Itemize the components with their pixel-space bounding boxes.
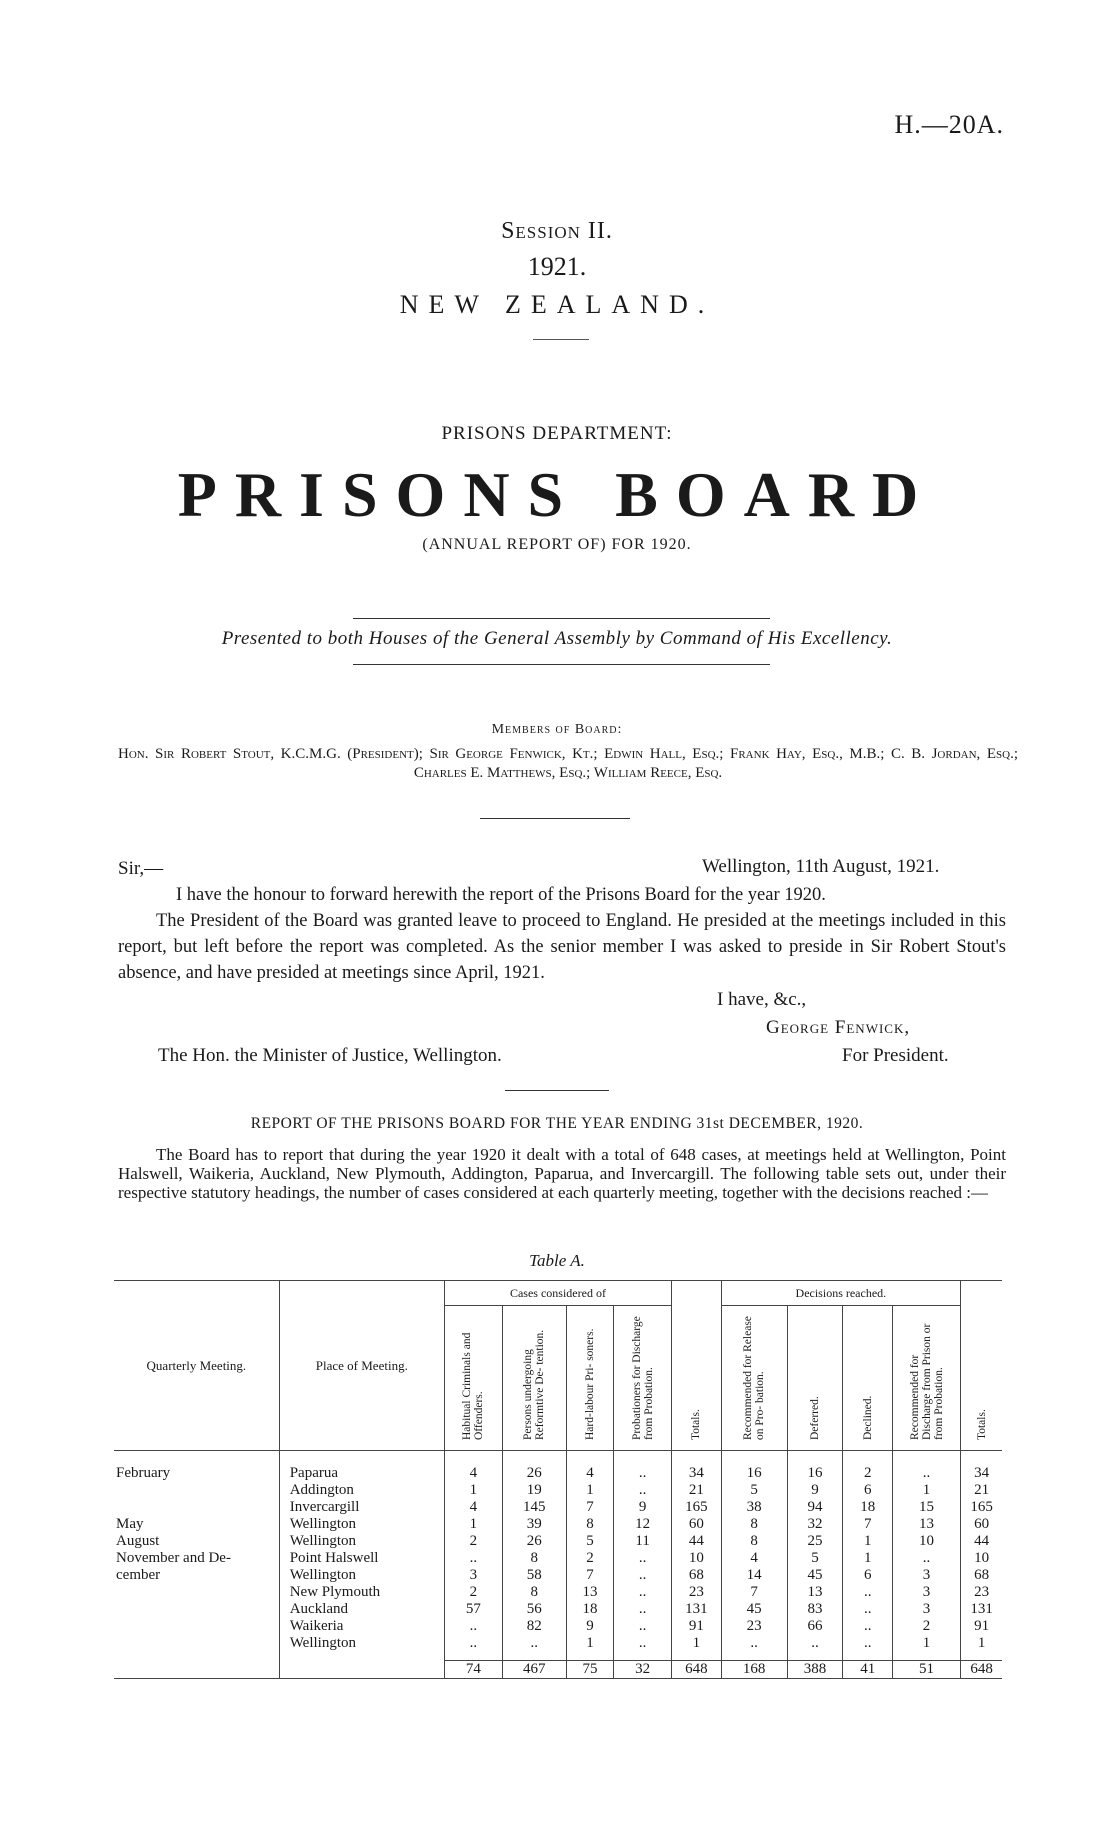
table-row <box>114 1516 1002 1533</box>
value-cell: 1 <box>566 1635 613 1652</box>
value-cell: 9 <box>614 1499 672 1516</box>
value-cell: .. <box>614 1635 672 1652</box>
value-cell: 8 <box>502 1550 566 1567</box>
total-cell: 467 <box>502 1661 566 1679</box>
value-cell: 5 <box>566 1533 613 1550</box>
total-cell: 74 <box>444 1661 502 1679</box>
value-cell: 45 <box>787 1567 843 1584</box>
presented-line: Presented to both Houses of the General Assembly by Command of His Excellency. <box>221 628 893 649</box>
value-cell: 4 <box>444 1451 502 1483</box>
column-header-place: Place of Meeting. <box>279 1281 444 1451</box>
value-cell: .. <box>614 1584 672 1601</box>
value-cell: 5 <box>721 1482 787 1499</box>
spacer-cell <box>672 1652 722 1661</box>
value-cell: 23 <box>672 1584 722 1601</box>
value-cell: 8 <box>721 1533 787 1550</box>
quarter-cell <box>114 1499 279 1516</box>
table-row <box>114 1482 1002 1499</box>
totals-row <box>114 1661 1002 1679</box>
members-list: Hon. Sir Robert Stout, K.C.M.G. (President); Sir George Fenwick, Kt.; Edwin Hall, Esq.; Frank Hay, Esq., M.B.; C. B. Jordan, Esq.; Charles E. Matthews, Esq.; William Reece, Esq. <box>118 746 1018 781</box>
value-cell: 1 <box>843 1533 893 1550</box>
table-header-group-row <box>114 1281 1002 1306</box>
spacer-row <box>114 1652 1002 1661</box>
place-cell: New Plymouth <box>279 1584 444 1601</box>
table-row <box>114 1567 1002 1584</box>
value-cell: .. <box>843 1584 893 1601</box>
letter-closing: I have, &c., <box>717 989 807 1010</box>
value-cell: 165 <box>672 1499 722 1516</box>
value-cell: 19 <box>502 1482 566 1499</box>
quarter-cell <box>114 1584 279 1601</box>
value-cell: 2 <box>843 1451 893 1483</box>
empty-cell <box>114 1661 279 1679</box>
value-cell: 16 <box>721 1451 787 1483</box>
value-cell: .. <box>614 1451 672 1483</box>
table-title: Table A. <box>529 1251 585 1270</box>
value-cell: 4 <box>566 1451 613 1483</box>
value-cell: 1 <box>961 1635 1002 1652</box>
letter-addressee: The Hon. the Minister of Justice, Wellington. <box>158 1045 502 1066</box>
quarter-cell <box>114 1482 279 1499</box>
place-cell: Wellington <box>279 1533 444 1550</box>
value-cell: 7 <box>566 1567 613 1584</box>
value-cell: 11 <box>614 1533 672 1550</box>
value-cell: .. <box>843 1601 893 1618</box>
value-cell: 7 <box>566 1499 613 1516</box>
divider <box>505 1090 609 1091</box>
country-label: NEW ZEALAND. <box>399 290 715 319</box>
column-header-discharge: Recommended for Discharge from Prison or from Probation. <box>892 1306 960 1451</box>
column-header-habitual: Habitual Criminals and Offenders. <box>444 1306 502 1451</box>
value-cell: 1 <box>843 1550 893 1567</box>
total-cell: 648 <box>961 1661 1002 1679</box>
value-cell: 8 <box>502 1584 566 1601</box>
value-cell: 3 <box>444 1567 502 1584</box>
table-body <box>114 1451 1002 1679</box>
spacer-cell <box>566 1652 613 1661</box>
value-cell: 13 <box>787 1584 843 1601</box>
letter-salutation: Sir,— <box>118 858 164 879</box>
value-cell: 1 <box>672 1635 722 1652</box>
place-cell: Wellington <box>279 1516 444 1533</box>
place-cell: Addington <box>279 1482 444 1499</box>
value-cell: 45 <box>721 1601 787 1618</box>
value-cell: 1 <box>566 1482 613 1499</box>
members-heading: Members of Board: <box>491 722 623 737</box>
value-cell: 91 <box>672 1618 722 1635</box>
value-cell: .. <box>787 1635 843 1652</box>
spacer-cell <box>279 1652 444 1661</box>
value-cell: 10 <box>672 1550 722 1567</box>
report-heading: REPORT OF THE PRISONS BOARD FOR THE YEAR ENDING 31st DECEMBER, 1920. <box>250 1115 864 1132</box>
value-cell: 94 <box>787 1499 843 1516</box>
spacer-cell <box>502 1652 566 1661</box>
quarter-cell <box>114 1618 279 1635</box>
spacer-cell <box>843 1652 893 1661</box>
column-header-decision-totals: Totals. <box>961 1281 1002 1451</box>
column-group-decisions: Decisions reached. <box>721 1281 961 1306</box>
total-cell: 168 <box>721 1661 787 1679</box>
value-cell: 68 <box>961 1567 1002 1584</box>
spacer-cell <box>961 1652 1002 1661</box>
value-cell: 44 <box>961 1533 1002 1550</box>
spacer-cell <box>444 1652 502 1661</box>
value-cell: .. <box>614 1618 672 1635</box>
place-cell: Wellington <box>279 1635 444 1652</box>
place-cell: Wellington <box>279 1567 444 1584</box>
value-cell: .. <box>614 1567 672 1584</box>
value-cell: 3 <box>892 1567 960 1584</box>
value-cell: 145 <box>502 1499 566 1516</box>
quarter-cell: August <box>116 1533 160 1549</box>
column-header-probationers: Probationers for Discharge from Probation. <box>614 1306 672 1451</box>
letter-paragraph: I have the honour to forward herewith the report of the Prisons Board for the year 1920. <box>176 885 826 905</box>
value-cell: 25 <box>787 1533 843 1550</box>
value-cell: 21 <box>961 1482 1002 1499</box>
spacer-cell <box>721 1652 787 1661</box>
divider <box>353 618 770 619</box>
spacer-cell <box>892 1652 960 1661</box>
value-cell: 60 <box>961 1516 1002 1533</box>
value-cell: 44 <box>672 1533 722 1550</box>
page-subtitle: (ANNUAL REPORT OF) FOR 1920. <box>422 536 692 553</box>
column-header-cases-totals: Totals. <box>672 1281 722 1451</box>
value-cell: .. <box>721 1635 787 1652</box>
value-cell: 2 <box>566 1550 613 1567</box>
value-cell: 1 <box>892 1635 960 1652</box>
quarter-cell <box>114 1601 279 1618</box>
page-title: PRISONS BOARD <box>177 459 937 530</box>
table-row <box>114 1533 1002 1550</box>
value-cell: 10 <box>961 1550 1002 1567</box>
letter-signature-role: For President. <box>842 1045 949 1066</box>
letter-dateline: Wellington, 11th August, 1921. <box>702 856 940 877</box>
value-cell: .. <box>614 1550 672 1567</box>
total-cell: 75 <box>566 1661 613 1679</box>
value-cell: 9 <box>787 1482 843 1499</box>
value-cell: 32 <box>787 1516 843 1533</box>
value-cell: .. <box>614 1601 672 1618</box>
place-cell: Auckland <box>279 1601 444 1618</box>
table-row <box>114 1618 1002 1635</box>
table-row <box>114 1601 1002 1618</box>
value-cell: 21 <box>672 1482 722 1499</box>
value-cell: 6 <box>843 1482 893 1499</box>
value-cell: .. <box>444 1635 502 1652</box>
spacer-cell <box>787 1652 843 1661</box>
value-cell: 7 <box>843 1516 893 1533</box>
value-cell: 10 <box>892 1533 960 1550</box>
value-cell: 38 <box>721 1499 787 1516</box>
value-cell: 3 <box>892 1584 960 1601</box>
value-cell: 9 <box>566 1618 613 1635</box>
value-cell: 5 <box>787 1550 843 1567</box>
quarter-cell: cember <box>116 1567 161 1583</box>
value-cell: 23 <box>961 1584 1002 1601</box>
value-cell: 56 <box>502 1601 566 1618</box>
value-cell: 26 <box>502 1451 566 1483</box>
table-row <box>114 1635 1002 1652</box>
value-cell: 66 <box>787 1618 843 1635</box>
value-cell: 18 <box>843 1499 893 1516</box>
value-cell: 34 <box>961 1451 1002 1483</box>
value-cell: 8 <box>721 1516 787 1533</box>
session-label: Session II. <box>501 218 613 244</box>
place-cell: Point Halswell <box>279 1550 444 1567</box>
place-cell: Paparua <box>279 1451 444 1483</box>
total-cell: 388 <box>787 1661 843 1679</box>
quarter-cell <box>114 1635 279 1652</box>
spacer-cell <box>614 1652 672 1661</box>
total-cell: 648 <box>672 1661 722 1679</box>
value-cell: 3 <box>892 1601 960 1618</box>
value-cell: 91 <box>961 1618 1002 1635</box>
empty-cell <box>279 1661 444 1679</box>
column-header-release-probation: Recommended for Release on Pro- bation. <box>721 1306 787 1451</box>
column-header-deferred: Deferred. <box>787 1306 843 1451</box>
divider <box>353 664 770 665</box>
total-cell: 32 <box>614 1661 672 1679</box>
value-cell: 1 <box>444 1482 502 1499</box>
value-cell: 13 <box>566 1584 613 1601</box>
value-cell: .. <box>614 1482 672 1499</box>
value-cell: 14 <box>721 1567 787 1584</box>
value-cell: 83 <box>787 1601 843 1618</box>
column-header-hard-labour: Hard-labour Pri- soners. <box>566 1306 613 1451</box>
report-paragraph: The Board has to report that during the year 1920 it dealt with a total of 648 cases, at meetings held at Wellington, Point Halswell, Waikeria, Auckland, New Plymouth, Addington, Paparua, and Invercargill. The following table sets out, under their respective statutory headings, the number of cases considered at each quarterly meeting, together with the decisions reached :— <box>118 1145 1006 1202</box>
value-cell: 1 <box>444 1516 502 1533</box>
value-cell: 13 <box>892 1516 960 1533</box>
value-cell: 165 <box>961 1499 1002 1516</box>
column-group-considered: Cases considered of <box>444 1281 671 1306</box>
value-cell: 26 <box>502 1533 566 1550</box>
value-cell: .. <box>502 1635 566 1652</box>
value-cell: 18 <box>566 1601 613 1618</box>
value-cell: 60 <box>672 1516 722 1533</box>
value-cell: 2 <box>892 1618 960 1635</box>
value-cell: 16 <box>787 1451 843 1483</box>
divider <box>480 818 630 819</box>
value-cell: 15 <box>892 1499 960 1516</box>
column-header-reformative: Persons undergoing Reformtive De- tention. <box>502 1306 566 1451</box>
value-cell: .. <box>444 1618 502 1635</box>
parliamentary-reference: H.—20A. <box>894 110 1004 139</box>
value-cell: 34 <box>672 1451 722 1483</box>
value-cell: 131 <box>961 1601 1002 1618</box>
table-row <box>114 1550 1002 1567</box>
value-cell: .. <box>843 1635 893 1652</box>
statistics-table <box>114 1280 1002 1679</box>
value-cell: 131 <box>672 1601 722 1618</box>
value-cell: 68 <box>672 1567 722 1584</box>
value-cell: 2 <box>444 1584 502 1601</box>
value-cell: 8 <box>566 1516 613 1533</box>
value-cell: 4 <box>721 1550 787 1567</box>
divider <box>533 339 589 340</box>
value-cell: .. <box>892 1550 960 1567</box>
value-cell: 57 <box>444 1601 502 1618</box>
letter-signature: George Fenwick, <box>766 1017 911 1038</box>
table-row <box>114 1584 1002 1601</box>
value-cell: 82 <box>502 1618 566 1635</box>
quarter-cell: February <box>116 1465 171 1481</box>
value-cell: .. <box>892 1451 960 1483</box>
department-label: PRISONS DEPARTMENT: <box>441 423 673 444</box>
value-cell: 6 <box>843 1567 893 1584</box>
place-cell: Waikeria <box>279 1618 444 1635</box>
column-header-quarter: Quarterly Meeting. <box>114 1281 279 1451</box>
value-cell: 7 <box>721 1584 787 1601</box>
letter-paragraph: The President of the Board was granted leave to proceed to England. He presided at the meetings included in this report, but left before the report was completed. As the senior member I was asked to preside in Sir Robert Stout's absence, and have presided at meetings since April, 1921. <box>118 911 1006 983</box>
value-cell: 39 <box>502 1516 566 1533</box>
spacer-cell <box>114 1652 279 1661</box>
table-row <box>114 1499 1002 1516</box>
value-cell: 4 <box>444 1499 502 1516</box>
value-cell: 12 <box>614 1516 672 1533</box>
quarter-cell: November and De- <box>116 1550 231 1566</box>
place-cell: Invercargill <box>279 1499 444 1516</box>
quarter-cell: May <box>116 1516 144 1532</box>
year-label: 1921. <box>527 252 587 281</box>
value-cell: 23 <box>721 1618 787 1635</box>
value-cell: .. <box>444 1550 502 1567</box>
column-header-declined: Declined. <box>843 1306 893 1451</box>
total-cell: 41 <box>843 1661 893 1679</box>
table-row <box>114 1451 1002 1483</box>
total-cell: 51 <box>892 1661 960 1679</box>
value-cell: 58 <box>502 1567 566 1584</box>
value-cell: .. <box>843 1618 893 1635</box>
value-cell: 2 <box>444 1533 502 1550</box>
value-cell: 1 <box>892 1482 960 1499</box>
